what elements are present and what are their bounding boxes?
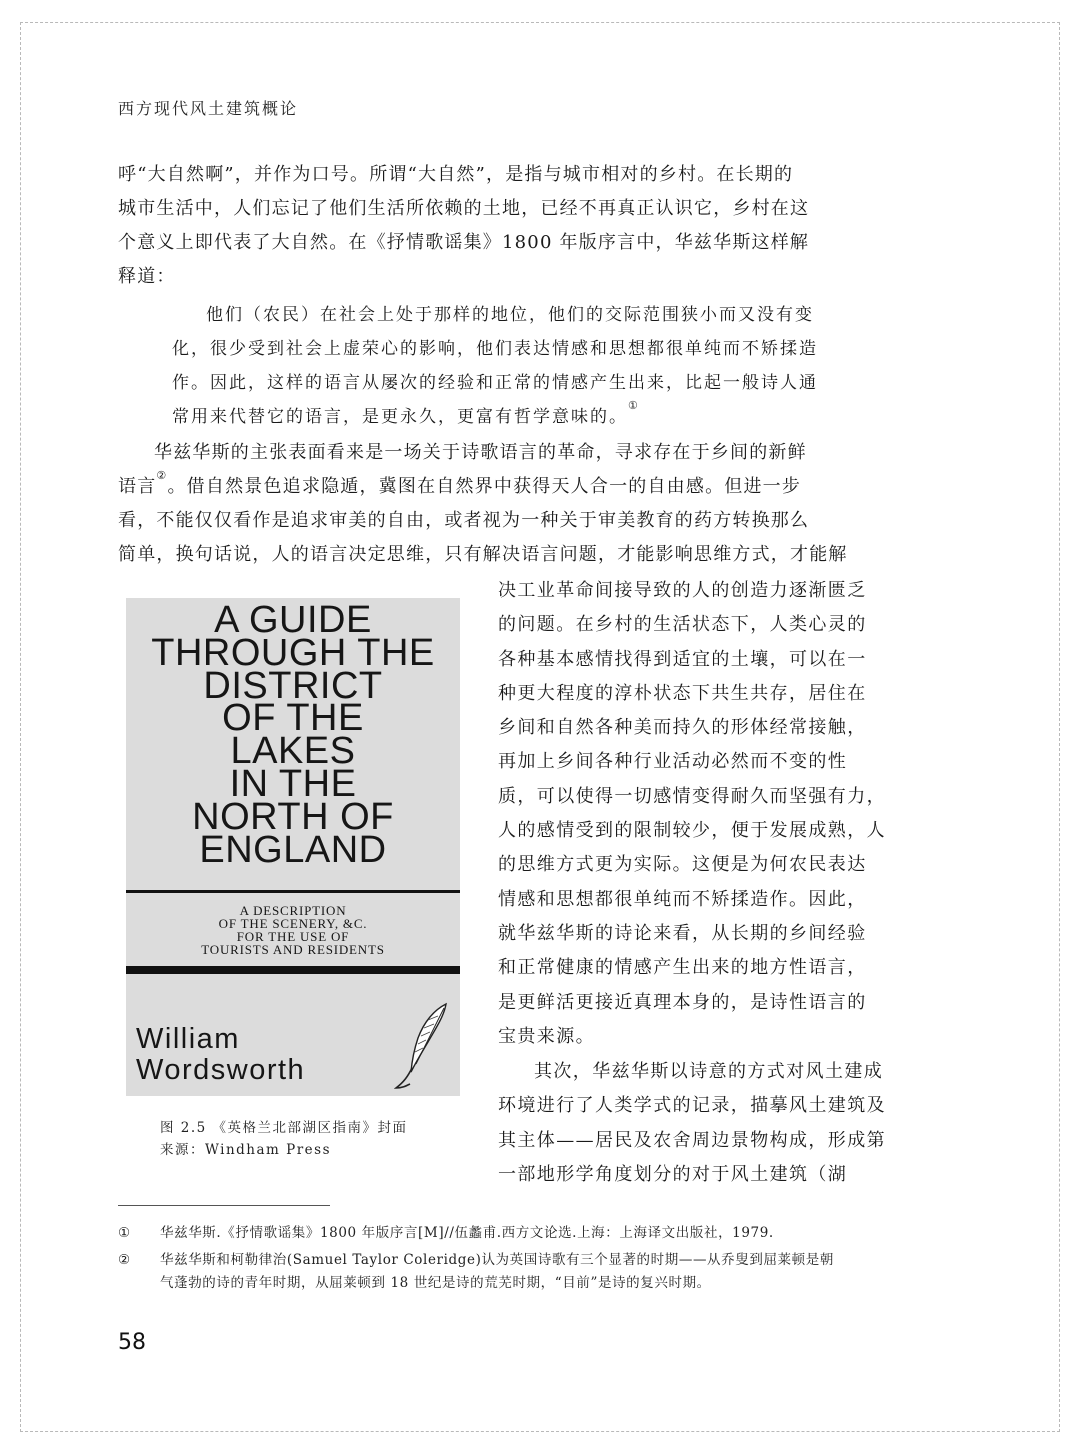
text-line: 语言 bbox=[118, 476, 157, 497]
text-line: 简单，换句话说，人的语言决定思维，只有解决语言问题，才能影响思维方式，才能解 bbox=[118, 544, 848, 565]
paragraph-2-continued bbox=[498, 574, 944, 1054]
text-line: 质，可以使得一切感情变得耐久而坚强有力， bbox=[498, 785, 886, 807]
running-head: 西方现代风土建筑概论 bbox=[118, 99, 299, 118]
cover-rule-top bbox=[126, 890, 460, 893]
cover-title-line: OF THE bbox=[222, 697, 364, 740]
cover-rule-bottom bbox=[126, 966, 460, 974]
text-line: 呼“大自然啊”，并作为口号。所谓“大自然”，是指与城市相对的乡村。在长期的 bbox=[118, 164, 794, 185]
cover-subtitle bbox=[126, 904, 460, 956]
text-line: 一部地形学角度划分的对于风土建筑（湖 bbox=[498, 1163, 848, 1185]
text-line: 其主体——居民及农舍周边景物构成，形成第 bbox=[498, 1129, 886, 1151]
page-number: 58 bbox=[118, 1330, 146, 1355]
quote-line: 常用来代替它的语言，是更永久，更富有哲学意味的。 bbox=[172, 407, 628, 427]
footnote-mark: ① bbox=[118, 1225, 131, 1241]
footnote-ref-1[interactable]: ① bbox=[628, 399, 640, 412]
text-line: 看，不能仅仅看作是追求审美的自由，或者视为一种关于审美教育的药方转换那么 bbox=[118, 510, 810, 531]
text-line: 个意义上即代表了大自然。在《抒情歌谣集》1800 年版序言中，华兹华斯这样解 bbox=[118, 232, 810, 253]
text-line: 人的感情受到的限制较少，便于发展成熟，人 bbox=[498, 820, 886, 842]
footnote-ref-2[interactable]: ② bbox=[156, 469, 168, 482]
text-line: 决工业革命间接导致的人的创造力逐渐匮乏 bbox=[498, 580, 867, 601]
text-line: 各种基本感情找得到适宜的土壤，可以在一 bbox=[498, 648, 867, 670]
cover-subtitle-line: OF THE SCENERY, &C. bbox=[218, 916, 368, 931]
book-cover-figure bbox=[126, 598, 460, 1096]
text-line: 乡间和自然各种美而持久的形体经常接触， bbox=[498, 717, 867, 739]
block-quote bbox=[172, 298, 944, 434]
cover-author-line: William bbox=[136, 1023, 240, 1055]
cover-title-line: LAKES bbox=[230, 730, 356, 773]
text-line: 的思维方式更为实际。这便是为何农民表达 bbox=[498, 854, 867, 876]
footnote-text: 华兹华斯.《抒情歌谣集》1800 年版序言[M]//伍蠡甫.西方文论选.上海：上海译文出版社，1979. bbox=[160, 1225, 774, 1241]
text-line: 释道： bbox=[118, 266, 176, 287]
footnote-text: 华兹华斯和柯勒律治(Samuel Taylor Coleridge)认为英国诗歌有三个显著的时期——从乔叟到屈莱顿是朝 bbox=[160, 1252, 834, 1268]
footnote-mark: ② bbox=[118, 1252, 131, 1268]
text-line: 城市生活中，人们忘记了他们生活所依赖的土地，已经不再真正认识它，乡村在这 bbox=[118, 198, 810, 219]
footnote-divider bbox=[118, 1205, 330, 1206]
caption-source: 来源：Windham Press bbox=[160, 1142, 332, 1158]
paragraph-3 bbox=[498, 1055, 944, 1192]
quote-line: 作。因此，这样的语言从屡次的经验和正常的情感产生出来，比起一般诗人通 bbox=[172, 373, 818, 393]
text-line: 就华兹华斯的诗论来看，从长期的乡间经验 bbox=[498, 922, 867, 944]
text-line: 再加上乡间各种行业活动必然而不变的性 bbox=[498, 751, 848, 773]
cover-title-line: DISTRICT bbox=[203, 664, 383, 707]
text-line: 情感和思想都很单纯而不矫揉造作。因此， bbox=[498, 888, 867, 910]
text-line: 其次，华兹华斯以诗意的方式对风土建成 bbox=[534, 1061, 884, 1082]
cover-title-line: THROUGH THE bbox=[151, 631, 435, 674]
quote-line: 化，很少受到社会上虚荣心的影响，他们表达情感和思想都很单纯而不矫揉造 bbox=[172, 339, 818, 359]
caption-title: 图 2.5 《英格兰北部湖区指南》封面 bbox=[160, 1120, 408, 1136]
paragraph-1 bbox=[118, 158, 944, 294]
cover-subtitle-line: A DESCRIPTION bbox=[239, 903, 347, 918]
text-line: 和正常健康的情感产生出来的地方性语言， bbox=[498, 957, 867, 979]
text-line: 宝贵来源。 bbox=[498, 1025, 595, 1047]
text-line: 种更大程度的淳朴状态下共生共存，居住在 bbox=[498, 682, 867, 704]
cover-author-line: Wordsworth bbox=[136, 1054, 306, 1086]
text-line: 是更鲜活更接近真理本身的，是诗性语言的 bbox=[498, 991, 867, 1013]
paragraph-2 bbox=[118, 436, 944, 572]
text-line: 的问题。在乡村的生活状态下，人类心灵的 bbox=[498, 614, 867, 636]
cover-title-line: NORTH OF bbox=[192, 795, 394, 838]
cover-subtitle-line: FOR THE USE OF bbox=[236, 929, 350, 944]
text-line: 环境进行了人类学式的记录，描摹风土建筑及 bbox=[498, 1095, 886, 1117]
cover-title-line: ENGLAND bbox=[199, 828, 387, 871]
cover-title-line: IN THE bbox=[229, 762, 357, 805]
text-line: 华兹华斯的主张表面看来是一场关于诗歌语言的革命，寻求存在于乡间的新鲜 bbox=[154, 442, 807, 463]
cover-author bbox=[136, 1024, 416, 1086]
quote-line: 他们（农民）在社会上处于那样的地位，他们的交际范围狭小而又没有变 bbox=[206, 305, 814, 325]
cover-title-line: A GUIDE bbox=[214, 599, 372, 641]
cover-title bbox=[126, 599, 460, 871]
figure-caption bbox=[160, 1117, 460, 1161]
footnote-text: 气蓬勃的诗的青年时期，从屈莱顿到 18 世纪是诗的荒芜时期，“目前”是诗的复兴时期。 bbox=[160, 1275, 711, 1291]
text-line: 。借自然景色追求隐遁，冀图在自然界中获得天人合一的自由感。但进一步 bbox=[167, 476, 802, 497]
cover-subtitle-line: TOURISTS AND RESIDENTS bbox=[201, 942, 385, 957]
